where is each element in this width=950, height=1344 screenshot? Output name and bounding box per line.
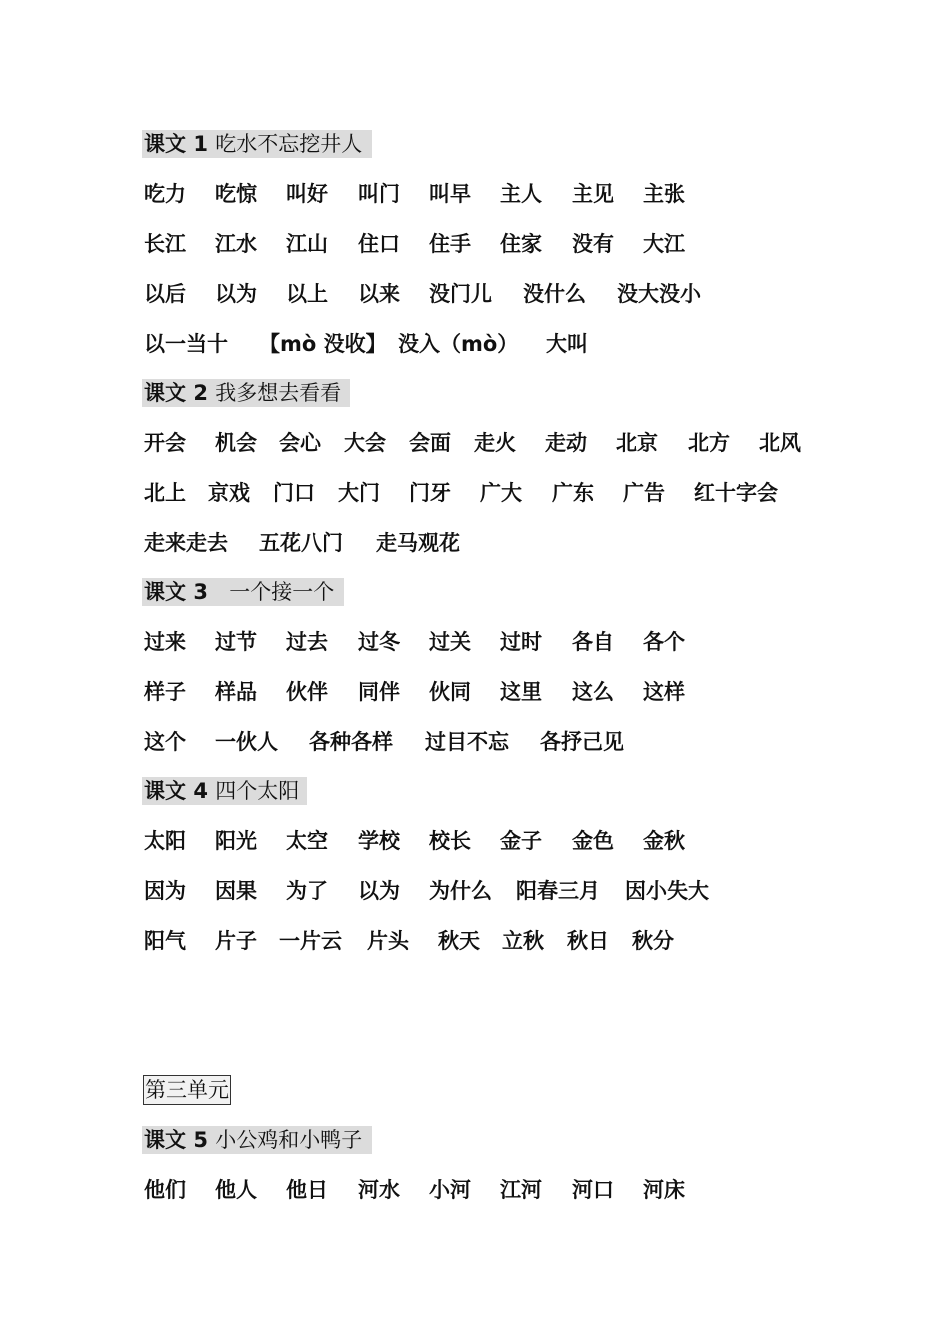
word: 江水 <box>215 232 257 256</box>
word: 金子 <box>500 829 542 853</box>
word: 校长 <box>429 829 471 853</box>
word: 河水 <box>358 1178 400 1202</box>
word: 【mò 没收】 <box>259 332 387 356</box>
word: 主见 <box>572 182 614 206</box>
word: 学校 <box>358 829 400 853</box>
word: 红十字会 <box>694 481 778 505</box>
word: 吃力 <box>144 182 186 206</box>
word: 没有 <box>572 232 614 256</box>
lesson-title: 小公鸡和小鸭子 <box>215 1128 363 1152</box>
word: 没大没小 <box>617 282 701 306</box>
word: 以后 <box>144 282 186 306</box>
word: 以上 <box>286 282 328 306</box>
word: 因果 <box>215 879 257 903</box>
word: 住口 <box>358 232 400 256</box>
lesson-3-heading <box>144 577 334 607</box>
word: 京戏 <box>208 481 250 505</box>
word: 会面 <box>409 431 451 455</box>
word: 过时 <box>500 630 542 654</box>
word: 大叫 <box>546 332 588 356</box>
word: 这里 <box>500 680 542 704</box>
word: 叫好 <box>286 182 328 206</box>
word: 片头 <box>367 929 409 953</box>
word: 过去 <box>286 630 328 654</box>
word: 秋日 <box>567 929 609 953</box>
word: 过关 <box>429 630 471 654</box>
word: 伙同 <box>429 680 471 704</box>
word: 机会 <box>215 431 257 455</box>
word: 广告 <box>623 481 665 505</box>
word: 门口 <box>273 481 315 505</box>
word: 一伙人 <box>215 730 278 754</box>
word: 主张 <box>643 182 685 206</box>
word: 叫门 <box>358 182 400 206</box>
word: 没什么 <box>523 282 586 306</box>
word: 住家 <box>500 232 542 256</box>
word: 大会 <box>344 431 386 455</box>
lesson-2-heading <box>144 378 341 408</box>
word: 这样 <box>643 680 685 704</box>
word: 秋分 <box>632 929 674 953</box>
word: 五花八门 <box>259 531 343 555</box>
word: 过目不忘 <box>425 730 509 754</box>
unit-title: 第三单元 <box>143 1075 231 1105</box>
word: 他人 <box>215 1178 257 1202</box>
word: 太空 <box>286 829 328 853</box>
lesson-number: 5 <box>193 1128 216 1152</box>
word: 片子 <box>215 929 257 953</box>
word: 为了 <box>286 879 328 903</box>
word: 因为 <box>144 879 186 903</box>
lesson-label: 课文 <box>144 1128 194 1152</box>
word: 以来 <box>358 282 400 306</box>
word: 吃惊 <box>215 182 257 206</box>
word: 阳气 <box>144 929 186 953</box>
word: 北风 <box>759 431 801 455</box>
word: 河口 <box>572 1178 614 1202</box>
word: 阳春三月 <box>516 879 600 903</box>
word: 过来 <box>144 630 186 654</box>
word: 广大 <box>480 481 522 505</box>
word: 以一当十 <box>144 332 228 356</box>
word: 小河 <box>429 1178 471 1202</box>
word: 他日 <box>286 1178 328 1202</box>
word: 长江 <box>144 232 186 256</box>
word: 这个 <box>144 730 186 754</box>
word: 门牙 <box>409 481 451 505</box>
word: 阳光 <box>215 829 257 853</box>
word: 伙伴 <box>286 680 328 704</box>
word: 住手 <box>429 232 471 256</box>
word: 广东 <box>552 481 594 505</box>
word: 没门儿 <box>429 282 492 306</box>
word: 各种各样 <box>309 730 393 754</box>
word: 太阳 <box>144 829 186 853</box>
word: 各抒己见 <box>540 730 624 754</box>
lesson-label: 课文 <box>144 381 194 405</box>
word: 大门 <box>338 481 380 505</box>
word: 为什么 <box>429 879 492 903</box>
word: 这么 <box>572 680 614 704</box>
lesson-title: 我多想去看看 <box>215 381 342 405</box>
word: 过冬 <box>358 630 400 654</box>
word: 金色 <box>572 829 614 853</box>
lesson-number: 3 <box>193 580 216 604</box>
word: 走来走去 <box>144 531 228 555</box>
word: 他们 <box>144 1178 186 1202</box>
word: 叫早 <box>429 182 471 206</box>
word: 立秋 <box>502 929 544 953</box>
word: 没入（mò） <box>398 332 519 356</box>
word: 一片云 <box>279 929 342 953</box>
word: 河床 <box>643 1178 685 1202</box>
word: 江河 <box>500 1178 542 1202</box>
word: 样子 <box>144 680 186 704</box>
word: 因小失大 <box>625 879 709 903</box>
lesson-label: 课文 <box>144 779 194 803</box>
word: 金秋 <box>643 829 685 853</box>
word: 过节 <box>215 630 257 654</box>
word: 走马观花 <box>376 531 460 555</box>
lesson-number: 4 <box>193 779 216 803</box>
lesson-label: 课文 <box>144 132 194 156</box>
word: 同伴 <box>358 680 400 704</box>
lesson-title: 吃水不忘挖井人 <box>215 132 363 156</box>
word: 北京 <box>616 431 658 455</box>
word: 样品 <box>215 680 257 704</box>
word: 大江 <box>643 232 685 256</box>
lesson-title: 一个接一个 <box>229 580 335 604</box>
word: 开会 <box>144 431 186 455</box>
word: 北方 <box>688 431 730 455</box>
lesson-title: 四个太阳 <box>215 779 300 803</box>
word: 江山 <box>286 232 328 256</box>
lesson-number: 1 <box>193 132 216 156</box>
word: 走动 <box>545 431 587 455</box>
lesson-number: 2 <box>193 381 216 405</box>
word: 各个 <box>643 630 685 654</box>
word: 主人 <box>500 182 542 206</box>
word: 秋天 <box>438 929 480 953</box>
word: 以为 <box>215 282 257 306</box>
word: 会心 <box>279 431 321 455</box>
lesson-label: 课文 <box>144 580 194 604</box>
word: 以为 <box>358 879 400 903</box>
lesson-4-heading <box>144 776 299 806</box>
word: 北上 <box>144 481 186 505</box>
word: 各自 <box>572 630 614 654</box>
lesson-5-heading <box>144 1125 362 1155</box>
word: 走火 <box>474 431 516 455</box>
lesson-1-heading <box>144 129 362 159</box>
